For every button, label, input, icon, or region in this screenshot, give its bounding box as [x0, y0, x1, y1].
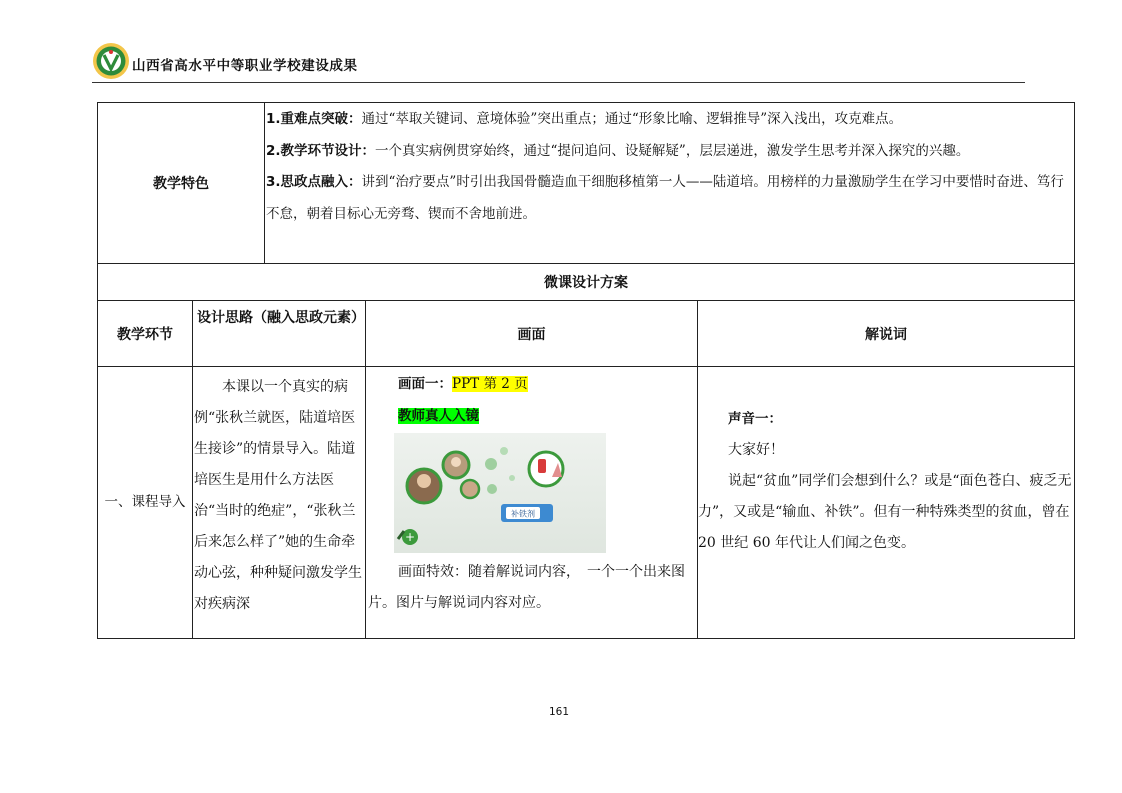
- section-title: 微课设计方案: [544, 275, 628, 291]
- header-divider: [92, 82, 1025, 83]
- narration-cell: [698, 404, 1074, 638]
- column-header-design: 设计思路（融入思政元素）: [197, 310, 365, 326]
- column-header-stage: 教学环节: [117, 326, 173, 343]
- feature-item: 3.思政点融入：讲到“治疗要点”时引出我国骨髓造血干细胞移植第一人——陆道培。用榜样的力量激励学生在学习中要惜时奋进、笃行不怠，朝着目标心无旁骛、锲而不舍地前进。: [266, 174, 1064, 222]
- slide-thumbnail: [394, 433, 606, 553]
- feature-item: 2.教学环节设计：一个真实病例贯穿始终，通过“提问追问、设疑解疑”，层层递进，激发学生思考并深入探究的兴趣。: [266, 142, 970, 159]
- header-title: 山西省高水平中等职业学校建设成果: [132, 58, 358, 74]
- screen-effect-text: 画面特效：随着解说词内容， 一个一个出来图片。图片与解说词内容对应。: [368, 564, 685, 611]
- design-cell: 本课以一个真实的病例“张秋兰就医，陆道培医生接诊”的情景导入。陆道培医生是用什么方法医治“当时的绝症”，“张秋兰后来怎么样了”她的生命牵动心弦，种种疑问激发学生对疾病深: [194, 379, 362, 612]
- column-header-narration: 解说词: [865, 326, 907, 343]
- feature-item: 1.重难点突破：通过“萃取关键词、意境体验”突出重点；通过“形象比喻、逻辑推导”深入浅出，攻克难点。: [266, 111, 903, 127]
- slide-image-label: 补铁剂: [511, 509, 535, 519]
- column-header-screen: 画面: [517, 326, 546, 343]
- page-number: 161: [549, 706, 570, 718]
- narration-greeting: 大家好！: [728, 442, 784, 458]
- page-header: [92, 40, 1027, 85]
- screen-cell: [366, 367, 697, 638]
- school-emblem-icon: [92, 42, 130, 80]
- narration-text: 说起“贫血”同学们会想到什么？或是“面色苍白、疲乏无力”，又或是“输血、补铁”。但有一种特殊类型的贫血，曾在 20 世纪 60 年代让人们闻之色变。: [698, 473, 1072, 551]
- screen-title: 画面一：PPT 第 2 页: [398, 376, 528, 392]
- stage-cell: 一、课程导入: [104, 494, 186, 510]
- narration-label: 声音一：: [728, 411, 782, 427]
- features-label: 教学特色: [153, 176, 209, 192]
- features-content: [265, 104, 1074, 262]
- screen-teacher-note: 教师真人入镜: [398, 408, 479, 424]
- plus-icon: +: [404, 530, 416, 544]
